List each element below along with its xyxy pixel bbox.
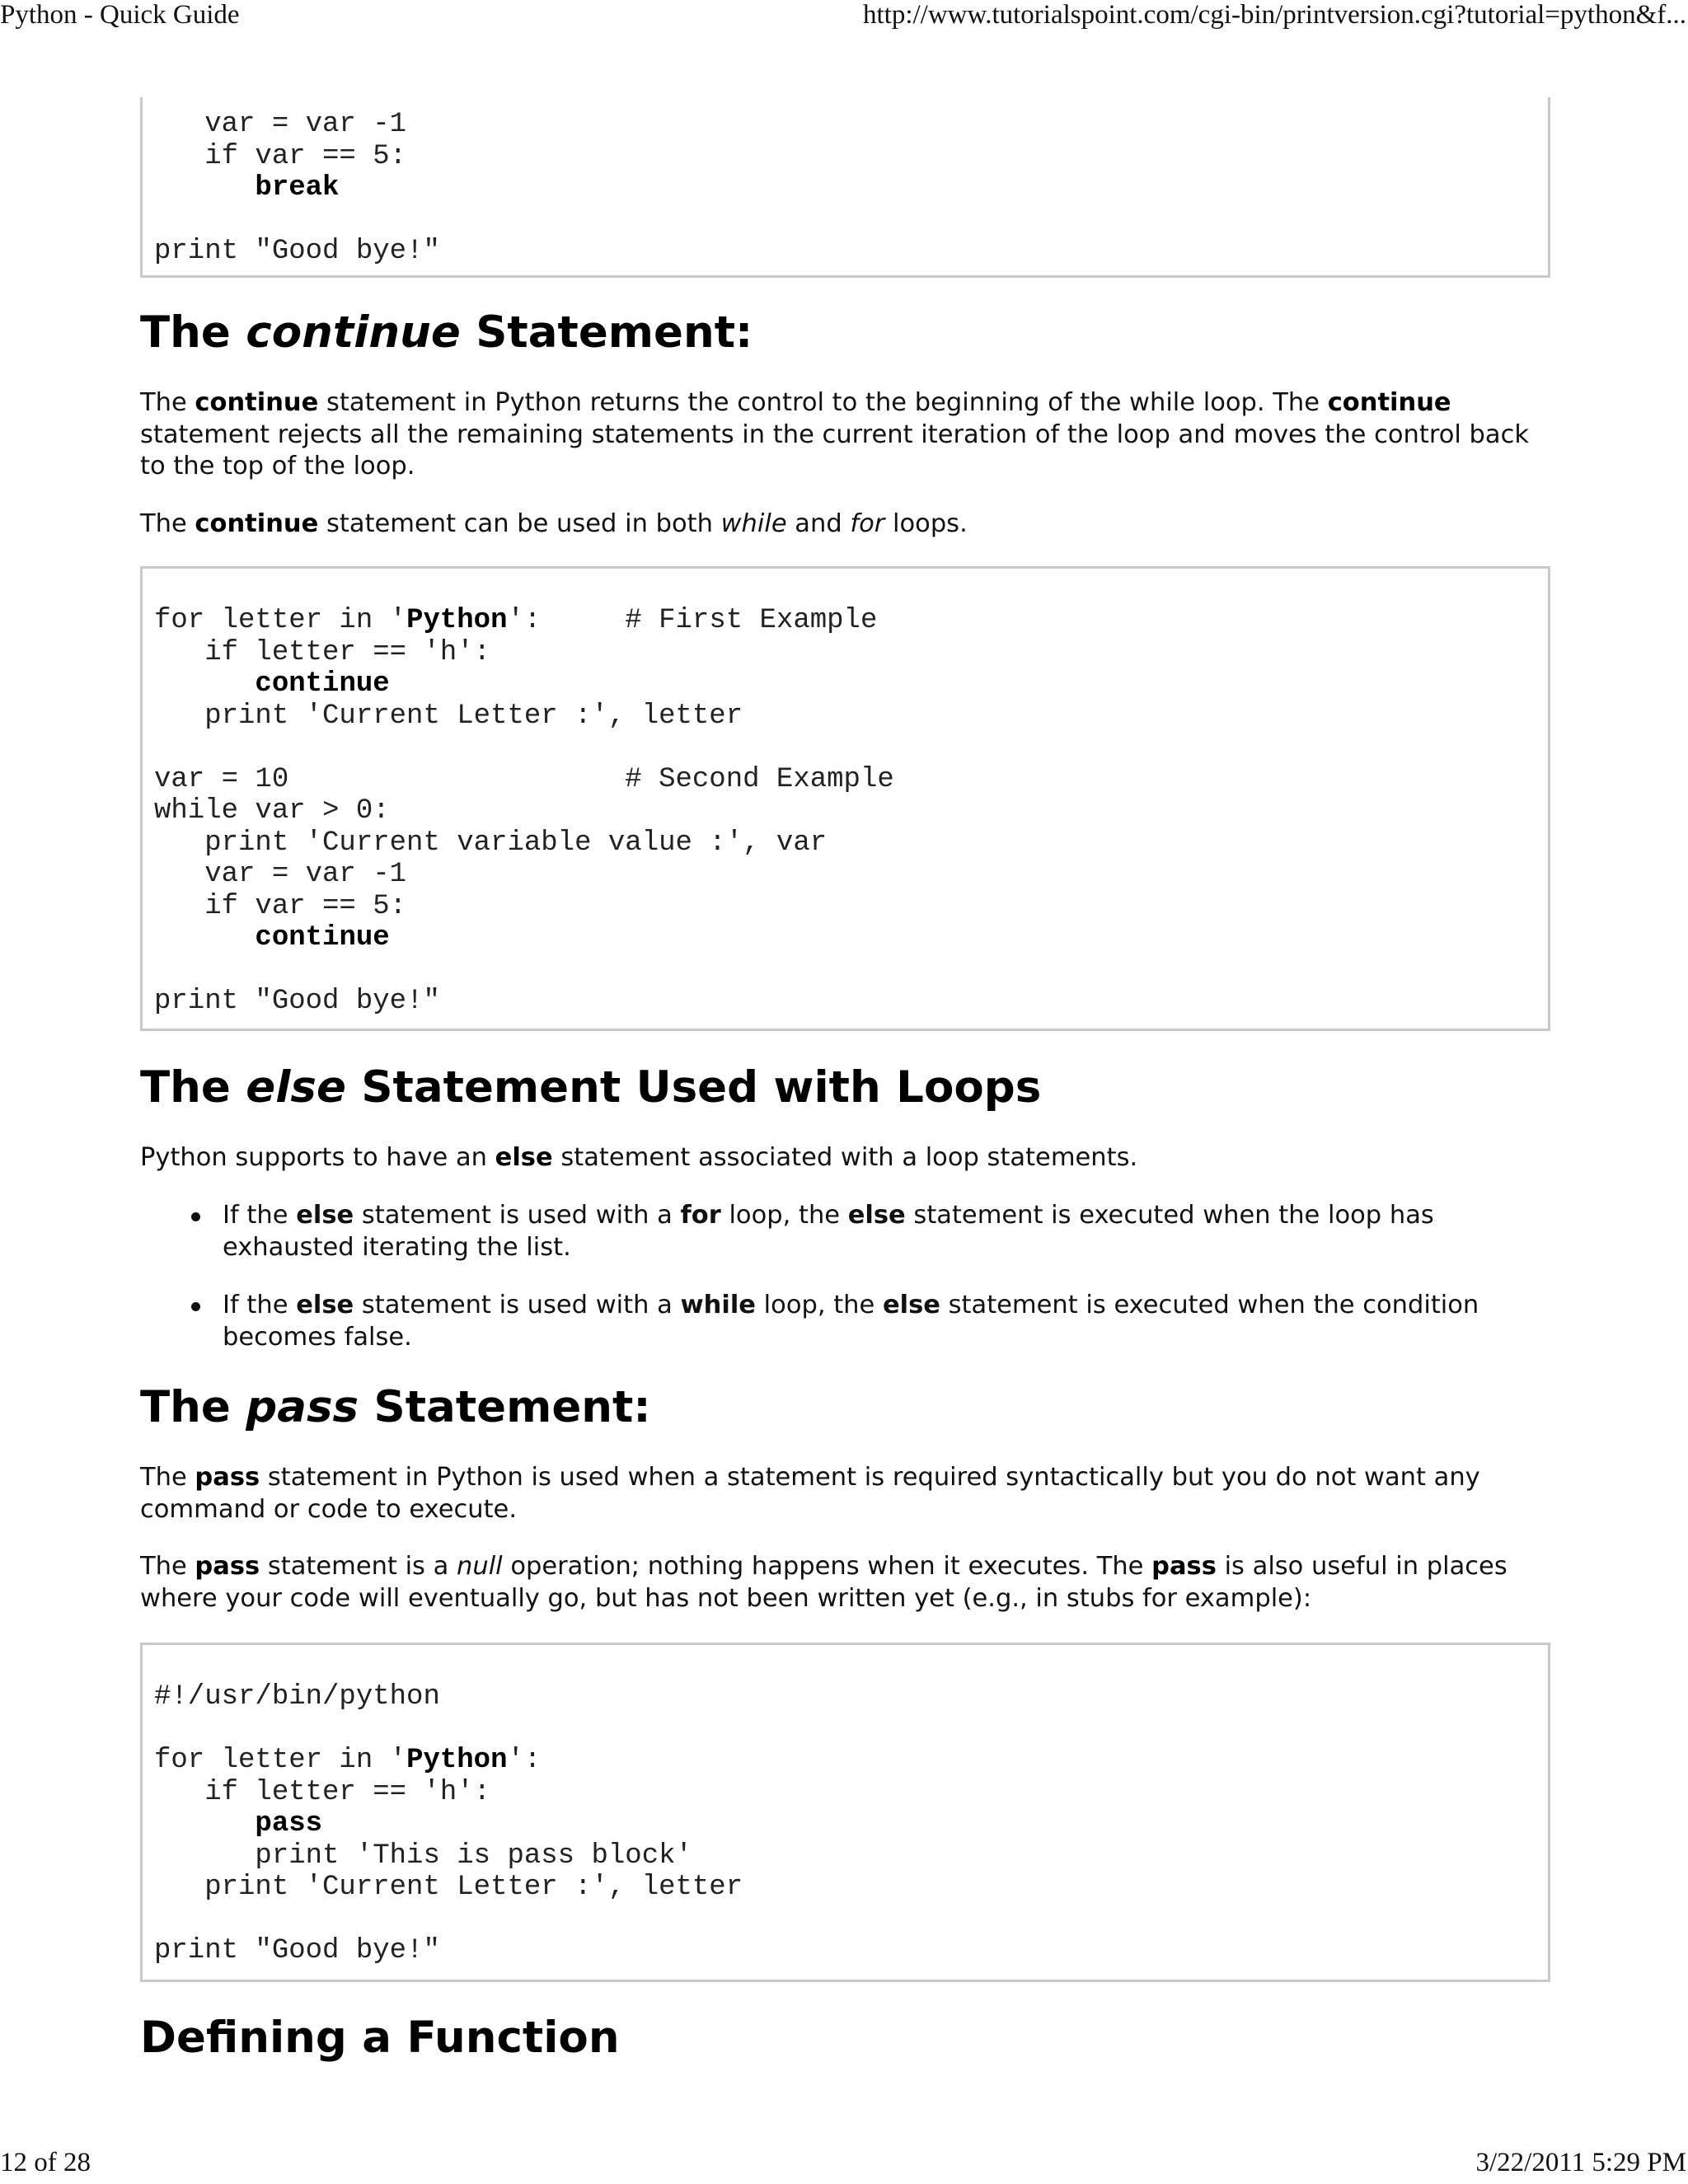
paragraph-pass-description: The pass statement in Python is used when a statement is required syntactically but you do not want any command or code to execute. [140,1463,1480,1524]
heading-else-statement: The else Statement Used with Loops [140,1062,1042,1113]
code-block-pass: #!/usr/bin/python for letter in 'Python': if letter == 'h': pass print 'This is pass block' print 'Current Letter :', letter print "Good bye!" [140,1643,1550,1982]
page-number: 12 of 28 [0,2148,91,2177]
else-bullet-list [190,1200,1558,1380]
list-item: If the else statement is used with a for loop, the else statement is executed when the loop has exhausted iterating the list. [190,1200,1558,1263]
paragraph-continue-description: The continue statement in Python returns the control to the beginning of the while loop. The continue statement rejects all the remaining statements in the current iteration of the loop and moves the control back to the top of the loop. [140,388,1530,480]
code-block-continue: for letter in 'Python': # First Example if letter == 'h': continue print 'Current Letter :', letter var = 10 # Second Example while var > 0: print 'Current variable value :', var var = var -1 if var == 5: continue print "Good bye!" [140,566,1550,1031]
code-line: var = var -1 [154,109,407,140]
print-timestamp: 3/22/2011 5:29 PM [1475,2148,1686,2177]
code-keyword-pass: pass [255,1808,323,1840]
heading-continue-statement: The continue Statement: [140,307,753,358]
source-url: http://www.tutorialspoint.com/cgi-bin/printversion.cgi?tutorial=python&f... [863,0,1686,30]
heading-pass-statement: The pass Statement: [140,1382,651,1432]
document-title: Python - Quick Guide [0,0,240,30]
code-line: print "Good bye!" [154,236,440,267]
paragraph-else-intro: Python supports to have an else statement associated with a loop statements. [140,1143,1138,1172]
paragraph-pass-null-operation: The pass statement is a null operation; nothing happens when it executes. The pass is also useful in places where your code will eventually go, but has not been written yet (e.g., in stubs for example): [140,1552,1507,1613]
code-keyword-continue: continue [255,922,390,954]
print-footer [0,2148,1688,2181]
bullet-icon [191,1212,200,1221]
list-item: If the else statement is used with a while loop, the else statement is executed when the condition becomes false. [190,1290,1558,1353]
print-header [0,0,1688,33]
code-keyword-continue: continue [255,668,390,700]
code-block-break [140,97,1550,278]
code-keyword-break: break [255,172,340,204]
code-line-indent [154,172,255,204]
bullet-icon [191,1302,200,1311]
paragraph-continue-usage: The continue statement can be used in both while and for loops. [140,509,968,538]
code-line: if var == 5: [154,140,407,172]
heading-defining-function: Defining a Function [140,2013,620,2063]
